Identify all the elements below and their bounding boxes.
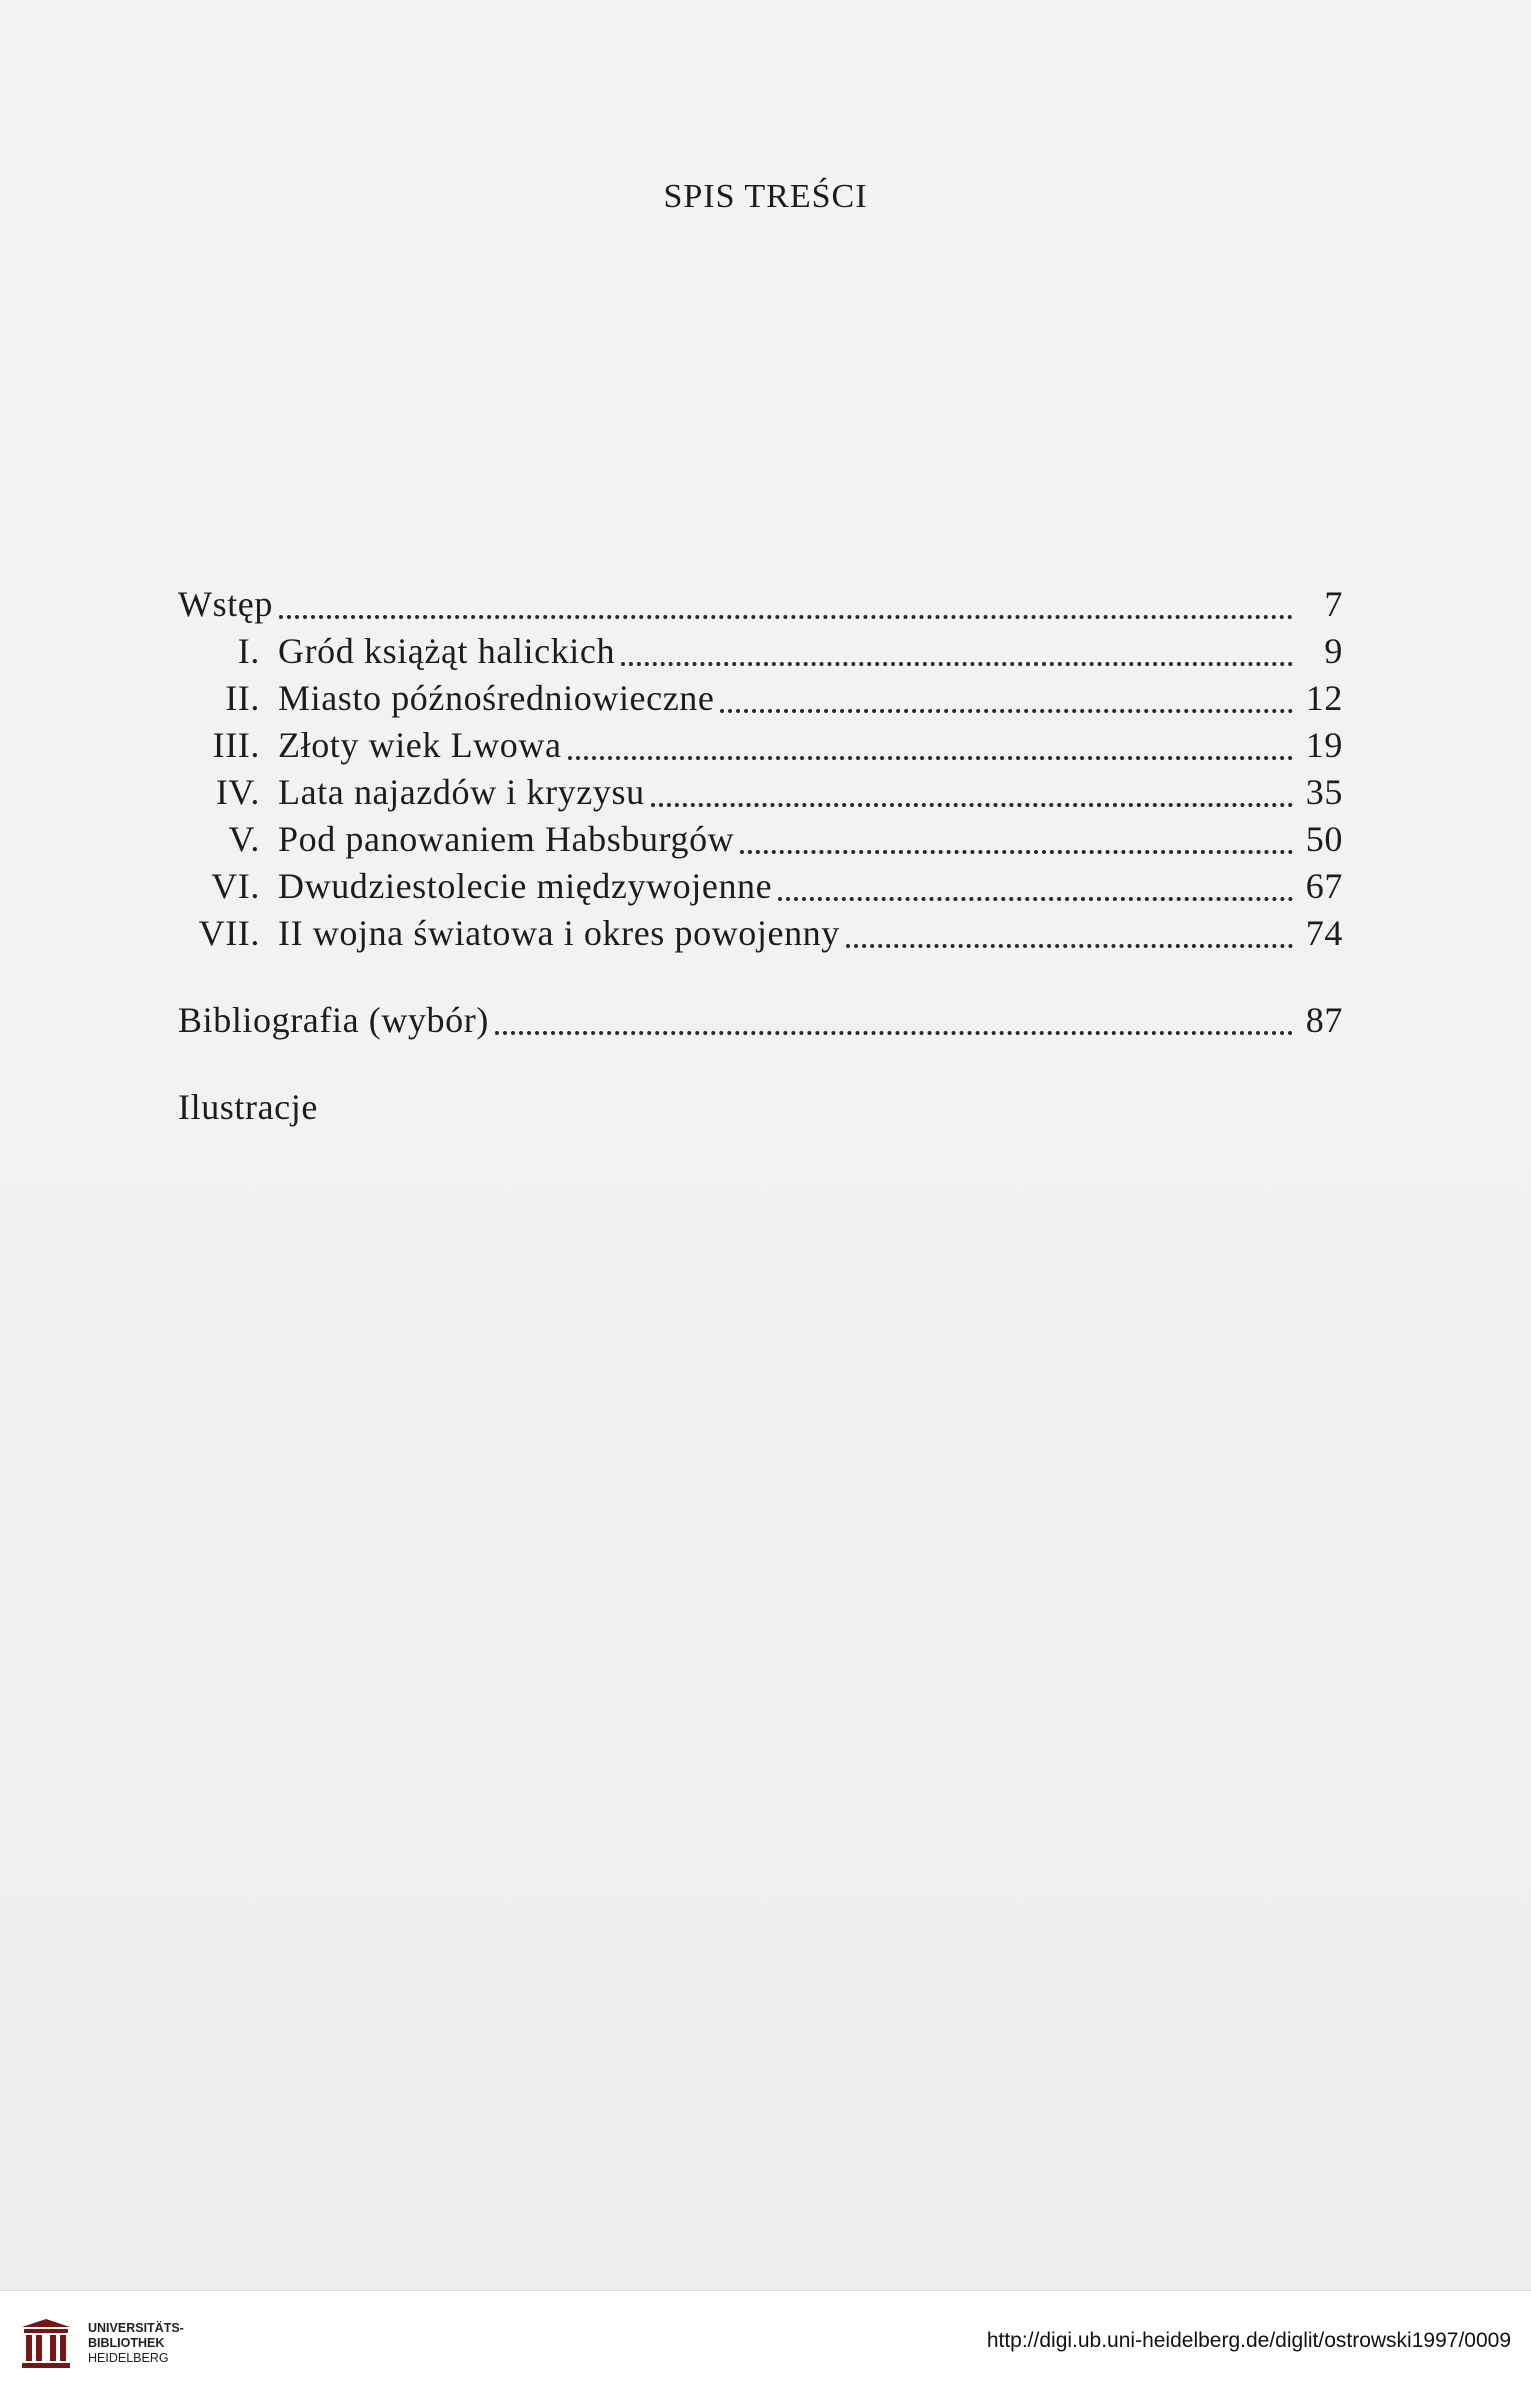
toc-entry[interactable] <box>178 677 1343 724</box>
toc-page-number: 19 <box>1305 725 1343 765</box>
toc-entry[interactable] <box>178 912 1343 959</box>
toc-chapter-number: II. <box>225 678 260 718</box>
toc-label: II wojna światowa i okres powojenny <box>278 913 840 953</box>
toc-page-number: 50 <box>1305 819 1343 859</box>
toc-label: Ilustracje <box>178 1087 318 1127</box>
toc-label: Pod panowaniem Habsburgów <box>278 819 735 859</box>
toc-entry[interactable] <box>178 583 1343 630</box>
toc-entry[interactable] <box>178 818 1343 865</box>
digitization-footer <box>0 2290 1531 2401</box>
toc-label: Miasto późnośredniowieczne <box>278 678 715 718</box>
toc-page-number: 35 <box>1305 772 1343 812</box>
toc-label: Lata najazdów i kryzysu <box>278 772 645 812</box>
toc-entry[interactable] <box>178 865 1343 912</box>
toc-entry-illustrations[interactable] <box>178 1086 1343 1133</box>
source-url-link[interactable]: http://digi.ub.uni-heidelberg.de/diglit/ostrowski1997/0009 <box>986 2329 1511 2352</box>
toc-page-number: 7 <box>1324 584 1343 624</box>
toc-label: Gród książąt halickich <box>278 631 616 671</box>
dot-leader <box>621 661 1293 666</box>
university-library-logo-icon <box>16 2315 76 2375</box>
toc-label: Złoty wiek Lwowa <box>278 725 562 765</box>
toc-entry-bibliography[interactable] <box>178 999 1343 1046</box>
toc-page-number: 67 <box>1305 866 1343 906</box>
toc-entry[interactable] <box>178 724 1343 771</box>
toc-label: Dwudziestolecie międzywojenne <box>278 866 773 906</box>
toc-label: Bibliografia (wybór) <box>178 1000 489 1040</box>
dot-leader <box>720 708 1293 713</box>
toc-page-number: 9 <box>1324 631 1343 671</box>
dot-leader <box>568 755 1293 760</box>
library-name-line: UNIVERSITÄTS- <box>88 2321 184 2335</box>
table-of-contents <box>178 583 1343 1133</box>
toc-chapter-number: VII. <box>198 913 260 953</box>
toc-page-number: 12 <box>1305 678 1343 718</box>
dot-leader <box>740 849 1293 854</box>
dot-leader <box>279 614 1293 619</box>
dot-leader <box>778 896 1293 901</box>
dot-leader <box>846 943 1293 948</box>
toc-entry[interactable] <box>178 630 1343 677</box>
toc-chapter-number: I. <box>237 631 260 671</box>
page-title: SPIS TREŚCI <box>663 178 868 215</box>
toc-page-number: 74 <box>1305 913 1343 953</box>
dot-leader <box>651 802 1293 807</box>
toc-chapter-number: IV. <box>215 772 260 812</box>
toc-label: Wstęp <box>178 584 273 624</box>
toc-entry[interactable] <box>178 771 1343 818</box>
dot-leader <box>495 1030 1293 1035</box>
toc-page-number: 87 <box>1305 1000 1343 1040</box>
library-name-line: HEIDELBERG <box>88 2351 169 2365</box>
toc-chapter-number: VI. <box>211 866 260 906</box>
toc-chapter-number: V. <box>228 819 260 859</box>
library-name <box>88 2321 184 2366</box>
toc-chapter-number: III. <box>212 725 260 765</box>
library-name-line: BIBLIOTHEK <box>88 2336 165 2350</box>
